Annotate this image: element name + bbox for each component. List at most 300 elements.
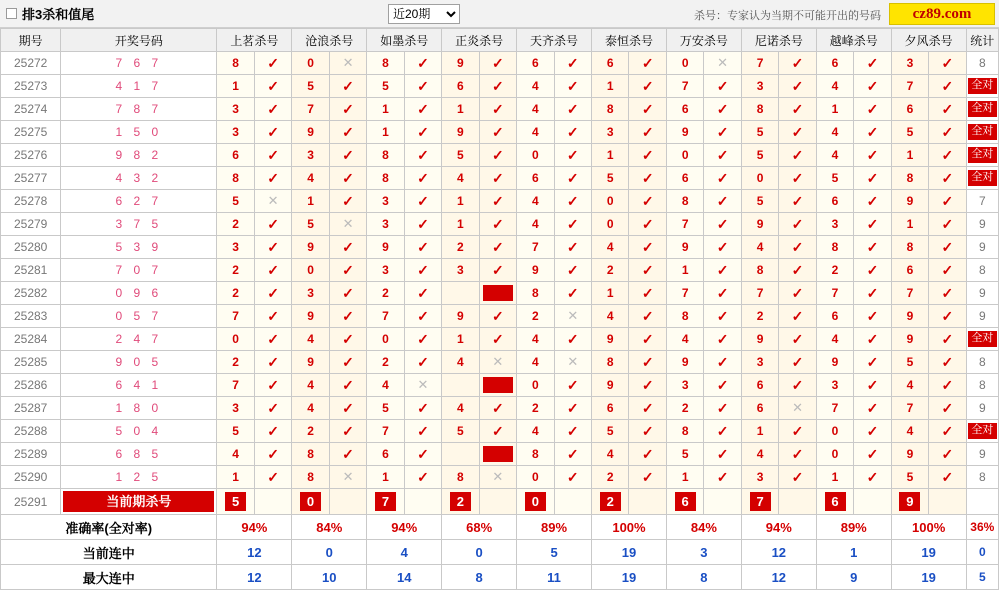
- cell-kill-number: 9: [891, 305, 928, 328]
- tick-icon: ✓: [866, 238, 879, 255]
- tick-icon: ✓: [417, 238, 429, 255]
- tick-icon: ✓: [941, 399, 954, 416]
- tick-icon: ✓: [267, 77, 279, 94]
- summary-row: [1, 565, 999, 590]
- cell-kill-number: 7: [517, 236, 554, 259]
- tick-icon: ✓: [641, 445, 654, 462]
- cell-kill-number: 6: [816, 305, 853, 328]
- tick-icon: ✓: [941, 146, 954, 163]
- tick-icon: ✓: [791, 238, 804, 255]
- page-title: 排3杀和值尾: [22, 7, 95, 22]
- red-block-icon: [483, 446, 513, 462]
- cell-open-numbers: 6 2 7: [61, 190, 217, 213]
- tick-icon: ✓: [791, 100, 804, 117]
- tick-icon: ✓: [791, 422, 804, 439]
- cell-result-mark: [554, 351, 591, 374]
- tick-icon: ✓: [566, 422, 579, 439]
- cell-kill-number: 4: [517, 98, 554, 121]
- cell-result-mark: [779, 351, 816, 374]
- cell-current-kill: 7: [367, 489, 404, 515]
- tick-icon: ✓: [716, 77, 729, 94]
- cell-result-mark: [254, 190, 291, 213]
- cell-kill-number: 5: [741, 190, 778, 213]
- cell-kill-number: 3: [816, 374, 853, 397]
- tick-icon: ✓: [716, 169, 729, 186]
- tick-icon: ✓: [791, 54, 804, 71]
- cell-open-numbers: 3 7 5: [61, 213, 217, 236]
- cell-kill-number: 8: [292, 443, 329, 466]
- cell-result-mark: [479, 52, 516, 75]
- cell-kill-number: 6: [217, 144, 254, 167]
- cell-kill-number: 8: [891, 236, 928, 259]
- cell-open-numbers: 4 1 7: [61, 75, 217, 98]
- cell-period: 25277: [1, 167, 61, 190]
- cell-kill-number: 4: [292, 374, 329, 397]
- cell-period: 25284: [1, 328, 61, 351]
- cell-result-mark: [929, 466, 966, 489]
- cell-kill-number: 4: [592, 305, 629, 328]
- tick-icon: ✓: [641, 330, 654, 347]
- tick-icon: ✓: [941, 100, 954, 117]
- cell-kill-number: 3: [666, 374, 703, 397]
- summary-value: 19: [891, 565, 966, 590]
- cell-result-mark: [554, 466, 591, 489]
- cell-kill-number: 8: [442, 466, 479, 489]
- cell-result-mark: [629, 420, 666, 443]
- cell-kill-number: 8: [292, 466, 329, 489]
- tick-icon: ✓: [641, 146, 654, 163]
- cell-kill-number: 5: [217, 190, 254, 213]
- cell-period: 25286: [1, 374, 61, 397]
- tick-icon: ✓: [641, 376, 654, 393]
- cell-current-kill: 2: [442, 489, 479, 515]
- cell-result-mark: [779, 443, 816, 466]
- tick-icon: ✓: [791, 353, 804, 370]
- cell-result-mark: [329, 98, 366, 121]
- summary-value: 89%: [517, 515, 592, 540]
- tick-icon: ✓: [866, 192, 879, 209]
- summary-value: 8: [442, 565, 517, 590]
- cell-result-mark: [404, 236, 441, 259]
- cell-result-mark: [704, 121, 741, 144]
- tick-icon: ✓: [342, 261, 354, 278]
- summary-label: 当前连中: [1, 540, 217, 565]
- cell-result-mark: [779, 374, 816, 397]
- cell-kill-number: 9: [891, 328, 928, 351]
- cell-kill-number: 2: [367, 282, 404, 305]
- cell-kill-number: 6: [442, 75, 479, 98]
- cell-kill-number: 0: [741, 167, 778, 190]
- tick-icon: ✓: [342, 192, 354, 209]
- cell-kill-number: 9: [816, 351, 853, 374]
- cell-kill-number: 0: [816, 420, 853, 443]
- tick-icon: ✓: [641, 169, 654, 186]
- tick-icon: ✓: [641, 422, 654, 439]
- cell-result-mark: [479, 144, 516, 167]
- title-checkbox[interactable]: [6, 8, 17, 19]
- summary-value: 12: [217, 540, 292, 565]
- tick-icon: ✓: [941, 261, 954, 278]
- cell-result-mark: [479, 351, 516, 374]
- cell-kill-number: 2: [217, 282, 254, 305]
- summary-value: 19: [592, 565, 667, 590]
- cell-result-mark: [254, 466, 291, 489]
- cell-kill-number: 4: [442, 397, 479, 420]
- cell-stat: 8: [966, 374, 998, 397]
- cell-result-mark: [854, 167, 891, 190]
- cell-kill-number: 5: [741, 144, 778, 167]
- cell-current-mark: [854, 489, 891, 515]
- cell-result-mark: [779, 144, 816, 167]
- cell-kill-number: 1: [367, 121, 404, 144]
- cell-result-mark: [704, 351, 741, 374]
- cell-kill-number: 2: [517, 397, 554, 420]
- cell-current-mark: [779, 489, 816, 515]
- tick-icon: ✓: [716, 284, 729, 301]
- cell-kill-number: 2: [442, 236, 479, 259]
- cell-kill-number: 2: [816, 259, 853, 282]
- tick-icon: ✓: [791, 77, 804, 94]
- tick-icon: ✓: [641, 261, 654, 278]
- cell-result-mark: [404, 374, 441, 397]
- table-row: [1, 443, 999, 466]
- cell-kill-number: 8: [517, 282, 554, 305]
- cell-result-mark: [554, 328, 591, 351]
- all-correct-badge: 全对: [968, 78, 997, 94]
- tick-icon: ✓: [941, 284, 954, 301]
- cell-kill-number: 0: [367, 328, 404, 351]
- cell-kill-number: 8: [666, 420, 703, 443]
- cell-kill-number: 1: [367, 98, 404, 121]
- cell-result-mark: [329, 305, 366, 328]
- cell-result-mark: [629, 374, 666, 397]
- cell-kill-number: 2: [292, 420, 329, 443]
- tick-icon: ✓: [267, 146, 279, 163]
- tick-icon: ✓: [342, 169, 354, 186]
- tick-icon: ✓: [566, 77, 579, 94]
- cell-kill-number: 9: [592, 328, 629, 351]
- tick-icon: ✓: [417, 100, 429, 117]
- tick-icon: ✓: [941, 353, 954, 370]
- cell-result-mark: [404, 420, 441, 443]
- cell-kill-number: 5: [442, 420, 479, 443]
- cell-kill-number: 5: [292, 75, 329, 98]
- cell-kill-number: 6: [666, 167, 703, 190]
- cell-kill-number: 5: [741, 121, 778, 144]
- tick-icon: ✓: [566, 192, 579, 209]
- cell-result-mark: [929, 328, 966, 351]
- cell-result-mark: [629, 98, 666, 121]
- cell-kill-number: 9: [741, 328, 778, 351]
- tick-icon: ✓: [267, 100, 279, 117]
- th-expert-5: 天齐杀号: [517, 29, 592, 52]
- summary-stat: 36%: [966, 515, 998, 540]
- summary-row: [1, 540, 999, 565]
- table-row: [1, 259, 999, 282]
- cell-kill-number: 8: [741, 98, 778, 121]
- cell-result-mark: [779, 98, 816, 121]
- cell-kill-number: 2: [217, 351, 254, 374]
- cell-kill-number: 8: [367, 167, 404, 190]
- tick-icon: ✓: [267, 468, 279, 485]
- cell-result-mark: [479, 98, 516, 121]
- cell-result-mark: [479, 305, 516, 328]
- tick-icon: ✓: [417, 146, 429, 163]
- cell-kill-number: 4: [517, 213, 554, 236]
- cell-result-mark: [254, 282, 291, 305]
- tick-icon: ✓: [866, 353, 879, 370]
- tick-icon: ✓: [267, 284, 279, 301]
- cell-kill-number: 1: [592, 282, 629, 305]
- table-row: [1, 351, 999, 374]
- tick-icon: ✓: [267, 445, 279, 462]
- cell-result-mark: [554, 305, 591, 328]
- cell-result-mark: [704, 75, 741, 98]
- cell-kill-number: 9: [666, 351, 703, 374]
- cell-result-mark: [404, 397, 441, 420]
- cell-result-mark: [854, 420, 891, 443]
- cell-result-mark: [479, 236, 516, 259]
- tick-icon: ✓: [267, 330, 279, 347]
- cell-kill-number: 9: [666, 121, 703, 144]
- tick-icon: ✓: [941, 307, 954, 324]
- all-correct-badge: 全对: [968, 423, 997, 439]
- cell-kill-number: 6: [741, 374, 778, 397]
- tick-icon: ✓: [866, 261, 879, 278]
- tick-icon: ✓: [641, 54, 654, 71]
- current-period-label: 当前期杀号: [61, 489, 217, 515]
- cell-kill-number: 0: [592, 213, 629, 236]
- summary-value: 14: [367, 565, 442, 590]
- tick-icon: ✓: [342, 376, 354, 393]
- tick-icon: ✓: [866, 215, 879, 232]
- current-period-row: [1, 489, 999, 515]
- summary-value: 68%: [442, 515, 517, 540]
- tick-icon: ✓: [566, 376, 579, 393]
- cell-kill-number: 7: [816, 282, 853, 305]
- tick-icon: ✓: [791, 261, 804, 278]
- tick-icon: ✓: [491, 330, 504, 347]
- cell-result-mark: [254, 98, 291, 121]
- tick-icon: ✓: [716, 192, 729, 209]
- cell-open-numbers: 7 8 7: [61, 98, 217, 121]
- cell-kill-number: 9: [442, 52, 479, 75]
- tick-icon: ✓: [417, 353, 429, 370]
- cell-result-mark: [329, 167, 366, 190]
- tick-icon: ✓: [866, 468, 879, 485]
- cell-result-mark: [704, 397, 741, 420]
- cell-result-mark: [854, 397, 891, 420]
- cell-kill-number: 0: [517, 466, 554, 489]
- cell-result-mark: [479, 121, 516, 144]
- tick-icon: ✓: [941, 238, 954, 255]
- cell-result-mark: [404, 75, 441, 98]
- cell-open-numbers: 4 3 2: [61, 167, 217, 190]
- cell-result-mark: [779, 466, 816, 489]
- cell-kill-number: 4: [292, 397, 329, 420]
- cell-kill-number: 1: [292, 190, 329, 213]
- cell-kill-number: 5: [666, 443, 703, 466]
- cell-kill-number: 5: [367, 397, 404, 420]
- cell-result-mark: [329, 75, 366, 98]
- cell-result-mark: [479, 374, 516, 397]
- cell-result-mark: [329, 397, 366, 420]
- period-range-select[interactable]: [388, 4, 460, 24]
- cell-open-numbers: 0 9 6: [61, 282, 217, 305]
- cell-kill-number: 4: [517, 328, 554, 351]
- table-row: [1, 397, 999, 420]
- cell-current-mark: [929, 489, 966, 515]
- tick-icon: ✓: [267, 169, 279, 186]
- cell-stat: 9: [966, 443, 998, 466]
- summary-value: 8: [666, 565, 741, 590]
- cell-result-mark: [929, 236, 966, 259]
- tick-icon: ✓: [941, 445, 954, 462]
- cell-result-mark: [479, 443, 516, 466]
- cell-kill-number: 6: [517, 167, 554, 190]
- cell-result-mark: [704, 305, 741, 328]
- cell-result-mark: [404, 144, 441, 167]
- tick-icon: ✓: [641, 399, 654, 416]
- cell-period: 25272: [1, 52, 61, 75]
- cell-kill-number: 4: [217, 443, 254, 466]
- cell-result-mark: [929, 98, 966, 121]
- tick-icon: ✓: [566, 330, 579, 347]
- tick-icon: ✓: [866, 169, 879, 186]
- summary-value: 12: [741, 540, 816, 565]
- cell-result-mark: [854, 466, 891, 489]
- tick-icon: ✓: [491, 100, 504, 117]
- cell-result-mark: [854, 374, 891, 397]
- cell-result-mark: [254, 374, 291, 397]
- tick-icon: ✓: [716, 330, 729, 347]
- cell-kill-number: 4: [517, 190, 554, 213]
- cell-kill-number: 4: [666, 328, 703, 351]
- cell-result-mark: [929, 397, 966, 420]
- cell-kill-number: 4: [292, 328, 329, 351]
- summary-value: 100%: [891, 515, 966, 540]
- tick-icon: ✓: [342, 238, 354, 255]
- all-correct-badge: 全对: [968, 170, 997, 186]
- summary-row: [1, 515, 999, 540]
- cell-result-mark: [629, 305, 666, 328]
- cell-result-mark: [554, 397, 591, 420]
- cell-kill-number: 6: [666, 98, 703, 121]
- cell-result-mark: [779, 190, 816, 213]
- cell-current-kill: 2: [592, 489, 629, 515]
- cross-icon: ✕: [342, 469, 354, 484]
- cell-result-mark: [479, 75, 516, 98]
- tick-icon: ✓: [791, 169, 804, 186]
- cell-kill-number: 4: [592, 443, 629, 466]
- cell-result-mark: [329, 144, 366, 167]
- cell-stat: [966, 75, 998, 98]
- tick-icon: ✓: [941, 192, 954, 209]
- cell-result-mark: [929, 259, 966, 282]
- cell-result-mark: [554, 98, 591, 121]
- cell-kill-number: 4: [592, 236, 629, 259]
- cell-current-kill: 6: [666, 489, 703, 515]
- cell-kill-number: 9: [592, 374, 629, 397]
- cell-kill-number: 9: [442, 305, 479, 328]
- cell-kill-number: 7: [292, 98, 329, 121]
- cell-result-mark: [704, 328, 741, 351]
- cell-result-mark: [929, 351, 966, 374]
- th-expert-6: 泰恒杀号: [592, 29, 667, 52]
- cell-result-mark: [854, 121, 891, 144]
- summary-value: 0: [442, 540, 517, 565]
- cell-result-mark: [254, 144, 291, 167]
- cell-result-mark: [779, 75, 816, 98]
- cell-kill-number: 3: [816, 213, 853, 236]
- cell-period: 25285: [1, 351, 61, 374]
- table-row: [1, 374, 999, 397]
- table-row: [1, 236, 999, 259]
- tick-icon: ✓: [791, 307, 804, 324]
- cell-kill-number: 4: [816, 121, 853, 144]
- tick-icon: ✓: [641, 192, 654, 209]
- cell-result-mark: [254, 420, 291, 443]
- cell-result-mark: [629, 144, 666, 167]
- table-row: [1, 305, 999, 328]
- cell-kill-number: 6: [592, 52, 629, 75]
- cell-result-mark: [779, 328, 816, 351]
- cell-open-numbers: 1 2 5: [61, 466, 217, 489]
- cell-kill-number: 2: [217, 213, 254, 236]
- th-expert-8: 尼诺杀号: [741, 29, 816, 52]
- cell-kill-number: 5: [891, 466, 928, 489]
- tick-icon: ✓: [641, 238, 654, 255]
- cell-result-mark: [404, 282, 441, 305]
- cell-kill-number: 7: [816, 397, 853, 420]
- tick-icon: ✓: [566, 146, 579, 163]
- cell-period: 25290: [1, 466, 61, 489]
- cell-result-mark: [554, 121, 591, 144]
- tick-icon: ✓: [491, 169, 504, 186]
- tick-icon: ✓: [267, 376, 279, 393]
- tick-icon: ✓: [716, 238, 729, 255]
- cell-period: 25278: [1, 190, 61, 213]
- cell-open-numbers: 7 0 7: [61, 259, 217, 282]
- summary-value: 10: [292, 565, 367, 590]
- cell-kill-number: 2: [367, 351, 404, 374]
- summary-label: 准确率(全对率): [1, 515, 217, 540]
- header-row: [1, 29, 999, 52]
- tick-icon: ✓: [417, 169, 429, 186]
- cell-kill-number: 7: [891, 75, 928, 98]
- cell-kill-number: 3: [292, 282, 329, 305]
- cell-result-mark: [554, 443, 591, 466]
- cell-result-mark: [329, 121, 366, 144]
- cell-result-mark: [329, 328, 366, 351]
- cell-result-mark: [329, 443, 366, 466]
- cross-icon: ✕: [567, 308, 579, 323]
- cell-result-mark: [254, 121, 291, 144]
- cell-kill-number: 9: [292, 236, 329, 259]
- cell-result-mark: [854, 328, 891, 351]
- cell-open-numbers: 1 5 0: [61, 121, 217, 144]
- cell-result-mark: [854, 259, 891, 282]
- cell-kill-number: 3: [741, 351, 778, 374]
- cell-period: 25287: [1, 397, 61, 420]
- cell-kill-number: 6: [816, 52, 853, 75]
- cell-kill-number: 4: [442, 167, 479, 190]
- cell-kill-number: 3: [741, 75, 778, 98]
- cell-stat: [966, 489, 998, 515]
- cell-result-mark: [704, 236, 741, 259]
- cell-stat: 8: [966, 466, 998, 489]
- cell-kill-number: 3: [442, 259, 479, 282]
